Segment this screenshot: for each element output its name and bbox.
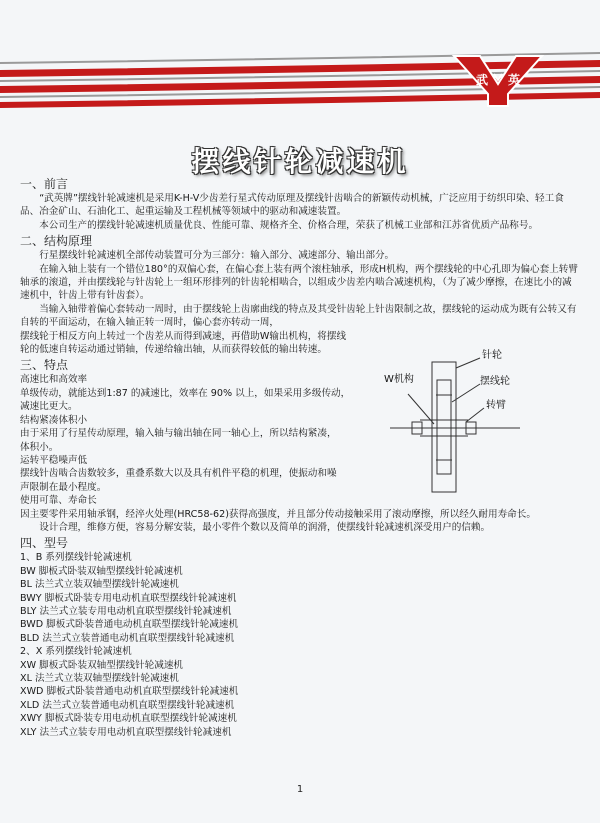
label-rotating-arm: 转臂 [486,400,506,411]
feature-4-title: 使用可靠、寿命长 [20,495,97,507]
reducer-cross-section-diagram [380,340,540,500]
x-series-item: XL 法兰式立装双轴型摆线针轮减速机 [20,673,179,684]
structure-paragraph-3: 当输入轴带着偏心套转动一周时，由于摆线轮上齿廓曲线的特点及其受针齿轮上针齿限制之故，摆线轮的运动成为既有公转又有自转的平面运动，在输入轴正转一周时，偏心套亦转动一周， [20,303,577,329]
b-series-item: BWD 脚板式卧装普通电动机直联型摆线针轮减速机 [20,619,239,631]
b-series-item: BLY 法兰式立装专用电动机直联型摆线针轮减速机 [20,605,232,617]
label-pin-wheel: 针轮 [482,350,502,361]
x-series-item: XLY 法兰式立装专用电动机直联型摆线针轮减速机 [20,726,232,738]
logo-char-2: 英 [508,73,521,87]
b-series-item: BL 法兰式立装双轴型摆线针轮减速机 [20,579,179,591]
logo-char-1: 武 [476,73,489,87]
x-series-item: XW 脚板式卧装双轴型摆线针轮减速机 [20,659,184,671]
structure-paragraph-3-line-2: 摆线轮于相反方向上转过一个齿差从而得到减速，再借助W输出机构，将摆线 [20,330,347,342]
structure-paragraph-3-line-3: 轮的低速自转运动通过销轴，传递给输出轴，从而获得较低的输出转速。 [20,344,327,356]
section-heading-preface: 一、前言 [20,177,69,191]
feature-4-text: 因主要零件采用轴承钢，经淬火处理(HRC58-62)获得高强度，并且部分传动接触采用了滚动摩擦，所以经久耐用寿命长。 [20,508,536,520]
preface-paragraph-2: 本公司生产的摆线针轮减速机质量优良、性能可靠、规格齐全、价格合理，荣获了机械工业部和江苏省优质产品称号。 [39,219,539,231]
b-series-title: 1、B 系列摆线针轮减速机 [20,552,132,564]
feature-3-text-cont: 声限制在最小程度。 [20,481,107,493]
structure-paragraph-2: 在输入轴上装有一个错位180°的双偏心套，在偏心套上装有两个滚柱轴承，形成H机构，两个摆线轮的中心孔即为偏心套上转臂轴承的滚道，并由摆线轮与针齿轮上一组环形排列的针齿轮相啮合，以组成少齿差内啮合减速机构，（为了减少摩擦，在速比小的减速机中，针齿上带有针齿套）。 [20,263,578,302]
feature-1-title: 高速比和高效率 [20,374,88,386]
feature-3-title: 运转平稳噪声低 [20,454,88,466]
b-series-item: BWY 脚板式卧装专用电动机直联型摆线针轮减速机 [20,592,237,604]
feature-1-text: 单级传动，就能达到1:87 的减速比，效率在 90% 以上，如果采用多级传动， [20,387,351,399]
section-heading-features: 三、特点 [20,358,69,373]
x-series-title: 2、X 系列摆线针轮减速机 [20,646,132,658]
label-w-mechanism: W机构 [384,374,414,385]
section-heading-models: 四、型号 [20,536,69,551]
feature-5-text: 设计合理，维修方便，容易分解安装，最小零件个数以及简单的润滑，使摆线针轮减速机深受用户的信赖。 [39,521,491,533]
structure-paragraph-1: 行星摆线针轮减速机全部传动装置可分为三部分：输入部分、减速部分、输出部分。 [39,250,395,262]
feature-1-text-cont: 减速比更大。 [20,401,78,413]
x-series-item: XLD 法兰式立装普通电动机直联型摆线针轮减速机 [20,699,235,711]
section-heading-structure: 二、结构原理 [20,234,93,249]
page-number: 1 [296,784,304,795]
x-series-item: XWD 脚板式卧装普通电动机直联型摆线针轮减速机 [20,686,239,698]
preface-paragraph-1: “武英牌”摆线针轮减速机是采用K-H-V少齿差行星式传动原理及摆线针齿啮合的新颖传动机械，广泛应用于纺织印染、轻工食品、冶金矿山、石油化工、起重运输及工程机械等领域中的驱动和减速装置。 [20,193,564,218]
feature-2-text: 由于采用了行星传动原理，输入轴与输出轴在同一轴心上，所以结构紧凑， [20,428,337,440]
feature-3-text: 摆线针齿啮合齿数较多，重叠系数大以及具有机件平稳的机理，使振动和噪 [20,468,337,480]
b-series-item: BW 脚板式卧装双轴型摆线针轮减速机 [20,565,183,577]
page-title: 摆线针轮减速机 [191,145,409,178]
pin-wheel-housing [432,362,456,492]
pin-wheel-leader [456,358,480,368]
feature-2-text-cont: 体积小。 [20,441,59,453]
b-series-item: BLD 法兰式立装普通电动机直联型摆线针轮减速机 [20,632,235,644]
feature-2-title: 结构紧凑体积小 [20,414,88,426]
label-cycloid-wheel: 摆线轮 [480,376,510,387]
brand-logo [450,50,546,110]
x-series-item: XWY 脚板式卧装专用电动机直联型摆线针轮减速机 [20,713,237,725]
rotating-arm-leader [466,408,484,422]
